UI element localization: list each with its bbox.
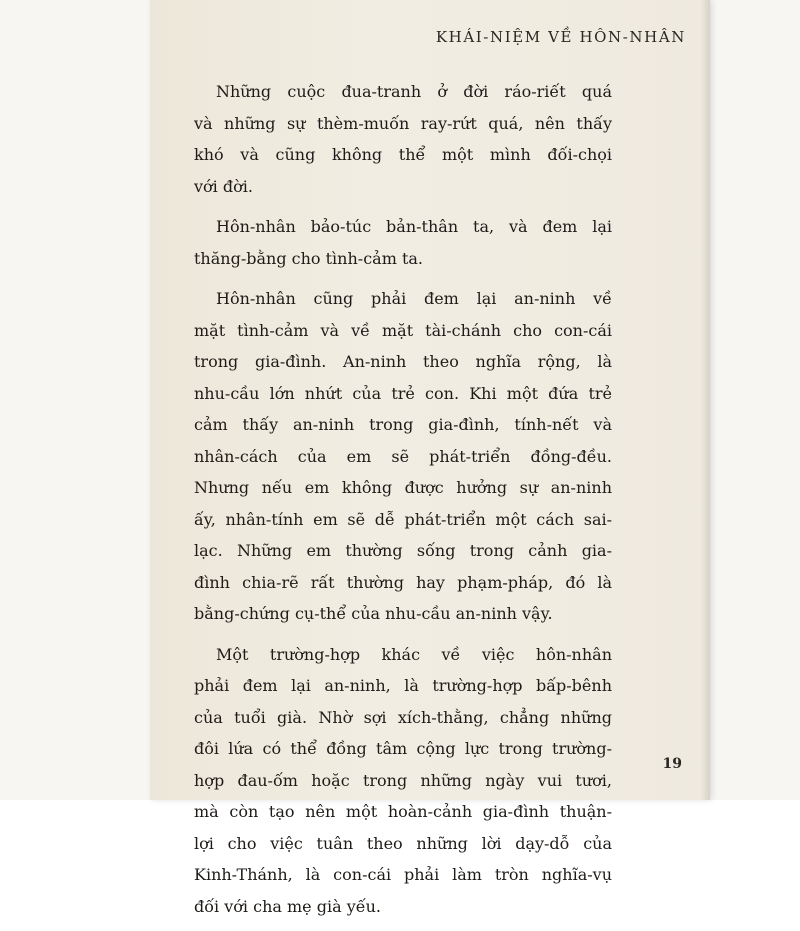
page-number: 19 xyxy=(662,756,682,772)
paragraph-3 xyxy=(194,283,612,630)
text-line: của tuổi già. Nhờ sợi xích-thằng, chẳng những xyxy=(194,707,612,727)
text-line: với đời. xyxy=(194,176,253,196)
text-line: Hôn-nhân cũng phải đem lại an-ninh về xyxy=(216,289,612,308)
text-line: nhu-cầu lớn nhứt của trẻ con. Khi một đứa trẻ xyxy=(194,383,612,403)
text-line: đôi lứa có thể đồng tâm cộng lực trong trường- xyxy=(194,739,612,758)
text-line: mà còn tạo nên một hoàn-cảnh gia-đình thuận- xyxy=(194,802,612,821)
text-line: lạc. Những em thường sống trong cảnh gia- xyxy=(194,541,612,560)
text-line: hợp đau-ốm hoặc trong những ngày vui tươi, xyxy=(194,770,612,790)
text-line: bằng-chứng cụ-thể của nhu-cầu an-ninh vậy. xyxy=(194,604,553,623)
text-line: khó và cũng không thể một mình đối-chọi xyxy=(194,145,612,164)
text-line: Hôn-nhân bảo-túc bản-thân ta, và đem lại xyxy=(216,217,612,236)
running-head: KHÁI-NIỆM VỀ HÔN-NHÂN xyxy=(435,28,686,46)
text-line: mặt tình-cảm và về mặt tài-chánh cho con-cái xyxy=(194,320,612,340)
paragraph-4 xyxy=(194,639,612,923)
text-line: đình chia-rẽ rất thường hay phạm-pháp, đó là xyxy=(194,572,612,592)
text-line: Những cuộc đua-tranh ở đời ráo-riết quá xyxy=(216,82,612,101)
text-line: Kinh-Thánh, là con-cái phải làm tròn nghĩa-vụ xyxy=(194,865,612,884)
text-line: ấy, nhân-tính em sẽ dễ phát-triển một cách sai- xyxy=(194,509,612,529)
text-line: trong gia-đình. An-ninh theo nghĩa rộng, là xyxy=(194,352,612,371)
book-page xyxy=(150,0,710,916)
text-line: đối với cha mẹ già yếu. xyxy=(194,896,381,916)
text-line: nhân-cách của em sẽ phát-triển đồng-đều. xyxy=(194,446,612,466)
text-line: phải đem lại an-ninh, là trường-hợp bấp-bênh xyxy=(194,676,612,695)
text-line: Một trường-hợp khác về việc hôn-nhân xyxy=(216,644,612,664)
paragraph-1 xyxy=(194,76,612,202)
body-text xyxy=(194,76,612,931)
paragraph-2 xyxy=(194,211,612,274)
text-line: lợi cho việc tuân theo những lời dạy-dỗ của xyxy=(194,833,612,853)
text-line: và những sự thèm-muốn ray-rứt quá, nên thấy xyxy=(194,113,612,133)
text-line: thăng-bằng cho tình-cảm ta. xyxy=(194,248,423,268)
text-line: Nhưng nếu em không được hưởng sự an-ninh xyxy=(194,478,612,497)
text-line: cảm thấy an-ninh trong gia-đình, tính-nết và xyxy=(194,415,612,434)
